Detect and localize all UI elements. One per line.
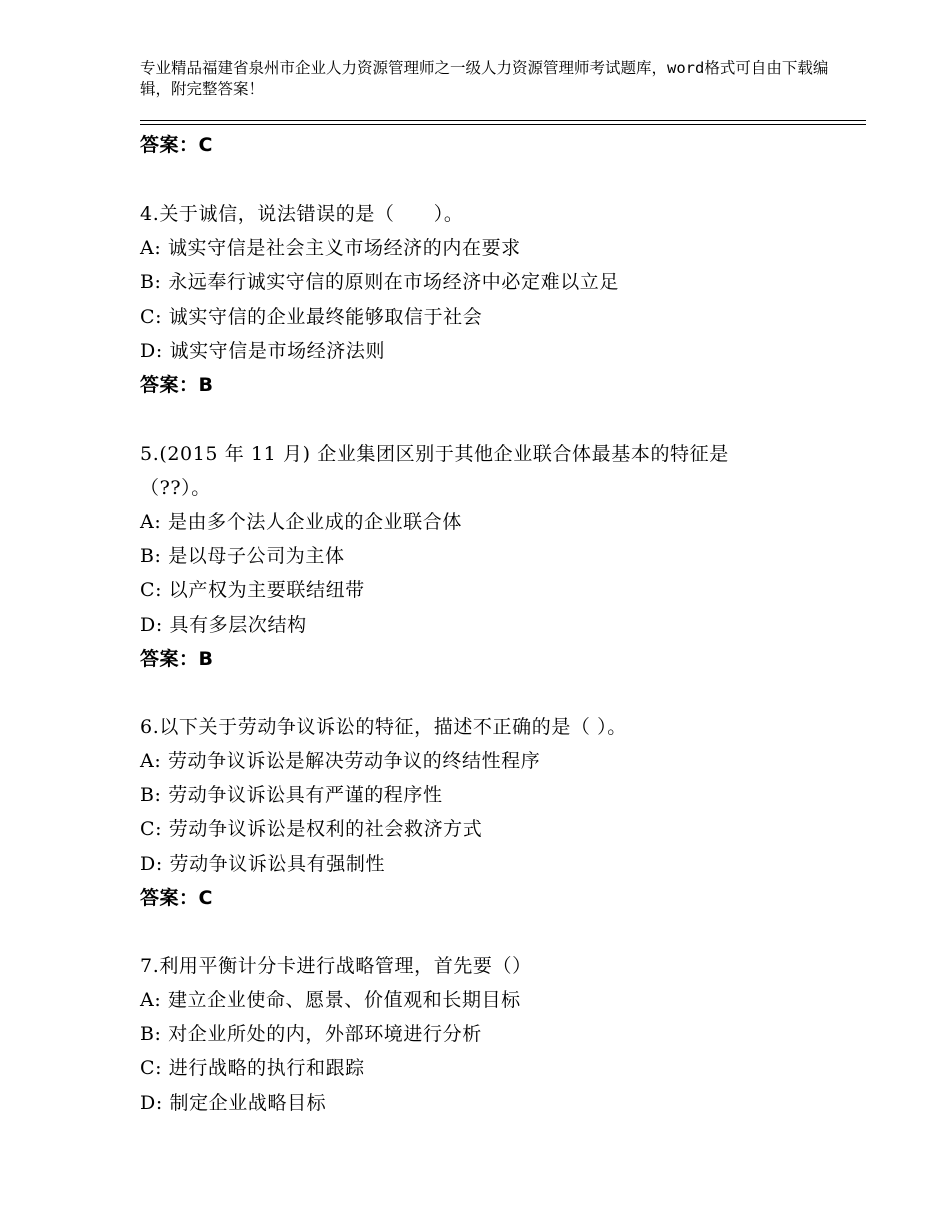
question-5-stem-cont: （??）。 — [140, 477, 211, 499]
question-6-option-d: D: 劳动争议诉讼具有强制性 — [140, 853, 386, 875]
question-5-stem: 5.(2015 年 11 月) 企业集团区别于其他企业联合体最基本的特征是 — [140, 443, 729, 465]
answer-q3: 答案：C — [140, 134, 213, 156]
header-rule — [140, 120, 866, 121]
question-7-option-a: A: 建立企业使命、愿景、价值观和长期目标 — [140, 989, 521, 1011]
question-4-option-c: C: 诚实守信的企业最终能够取信于社会 — [140, 306, 483, 328]
answer-q4: 答案：B — [140, 374, 214, 396]
header-rule — [140, 124, 866, 125]
question-6-option-a: A: 劳动争议诉讼是解决劳动争议的终结性程序 — [140, 750, 541, 772]
question-4-stem: 4.关于诚信，说法错误的是（ ）。 — [140, 203, 464, 225]
question-6-option-c: C: 劳动争议诉讼是权利的社会救济方式 — [140, 818, 483, 840]
question-6-stem: 6.以下关于劳动争议诉讼的特征，描述不正确的是（ ）。 — [140, 716, 627, 738]
answer-q5: 答案：B — [140, 648, 214, 670]
question-5-option-b: B: 是以母子公司为主体 — [140, 545, 345, 567]
question-4-option-b: B: 永远奉行诚实守信的原则在市场经济中必定难以立足 — [140, 271, 620, 293]
question-4-option-d: D: 诚实守信是市场经济法则 — [140, 340, 386, 362]
question-4-option-a: A: 诚实守信是社会主义市场经济的内在要求 — [140, 237, 521, 259]
question-5-option-d: D: 具有多层次结构 — [140, 614, 307, 636]
document-header: 专业精品福建省泉州市企业人力资源管理师之一级人力资源管理师考试题库，word格式可自由下载编辑，附完整答案！ — [140, 59, 829, 98]
question-5-option-a: A: 是由多个法人企业成的企业联合体 — [140, 511, 462, 533]
question-6-option-b: B: 劳动争议诉讼具有严谨的程序性 — [140, 784, 443, 806]
question-7-option-b: B: 对企业所处的内，外部环境进行分析 — [140, 1023, 482, 1045]
question-7-option-c: C: 进行战略的执行和跟踪 — [140, 1057, 365, 1079]
question-7-stem: 7.利用平衡计分卡进行战略管理，首先要（） — [140, 955, 532, 977]
question-5-option-c: C: 以产权为主要联结纽带 — [140, 579, 365, 601]
answer-q6: 答案：C — [140, 887, 213, 909]
question-7-option-d: D: 制定企业战略目标 — [140, 1092, 327, 1114]
